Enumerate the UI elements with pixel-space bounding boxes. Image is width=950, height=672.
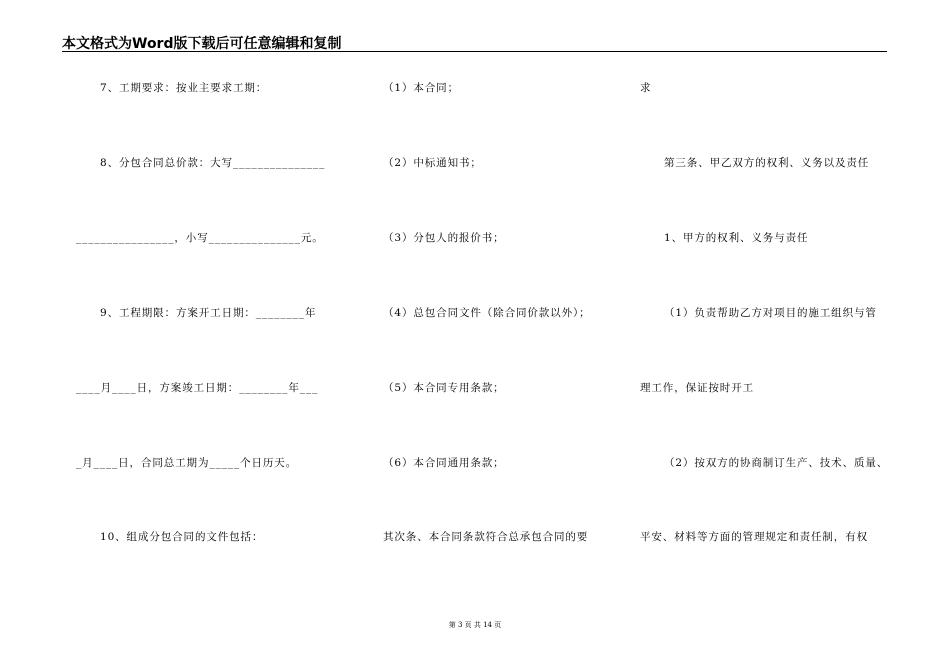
text-line: ________________，小写_______________元。 <box>76 232 324 244</box>
text-line: 1、甲方的权利、义务与责任 <box>664 232 809 244</box>
text-line: 平安、材料等方面的管理规定和责任制，有权 <box>640 531 868 543</box>
text-line: 其次条、本合同条款符合总承包合同的要 <box>383 531 589 543</box>
text-line: （3）分包人的报价书； <box>383 232 505 244</box>
text-line: （1）本合同； <box>383 82 459 94</box>
text-line: 9、工程期限：方案开工日期：________年 <box>100 307 317 319</box>
text-line: （6）本合同通用条款； <box>383 457 505 469</box>
text-line: 10、组成分包合同的文件包括： <box>100 531 264 543</box>
text-line: 第三条、甲乙双方的权利、义务以及责任 <box>664 157 870 169</box>
text-line: 理工作，保证按时开工 <box>640 382 754 394</box>
text-line: ____月____日，方案竣工日期：________年___ <box>76 382 319 394</box>
text-line: 求 <box>640 82 652 94</box>
document-header: 本文格式为Word版下载后可任意编辑和复制 <box>62 36 342 52</box>
text-line: （2）按双方的协商制订生产、技术、质量、 <box>664 457 889 469</box>
text-line: （4）总包合同文件（除合同价款以外）； <box>383 307 591 319</box>
text-line: 7、工期要求：按业主要求工期： <box>100 82 268 94</box>
text-line: （2）中标通知书； <box>383 157 482 169</box>
text-line: （5）本合同专用条款； <box>383 382 505 394</box>
text-line: _月____日，合同总工期为_____个日历天。 <box>76 457 298 469</box>
text-line: （1）负责帮助乙方对项目的施工组织与管 <box>664 307 877 319</box>
page-number: 第 3 页 共 14 页 <box>448 621 502 629</box>
text-line: 8、分包合同总价款：大写_______________ <box>100 157 326 169</box>
header-divider <box>62 51 887 52</box>
